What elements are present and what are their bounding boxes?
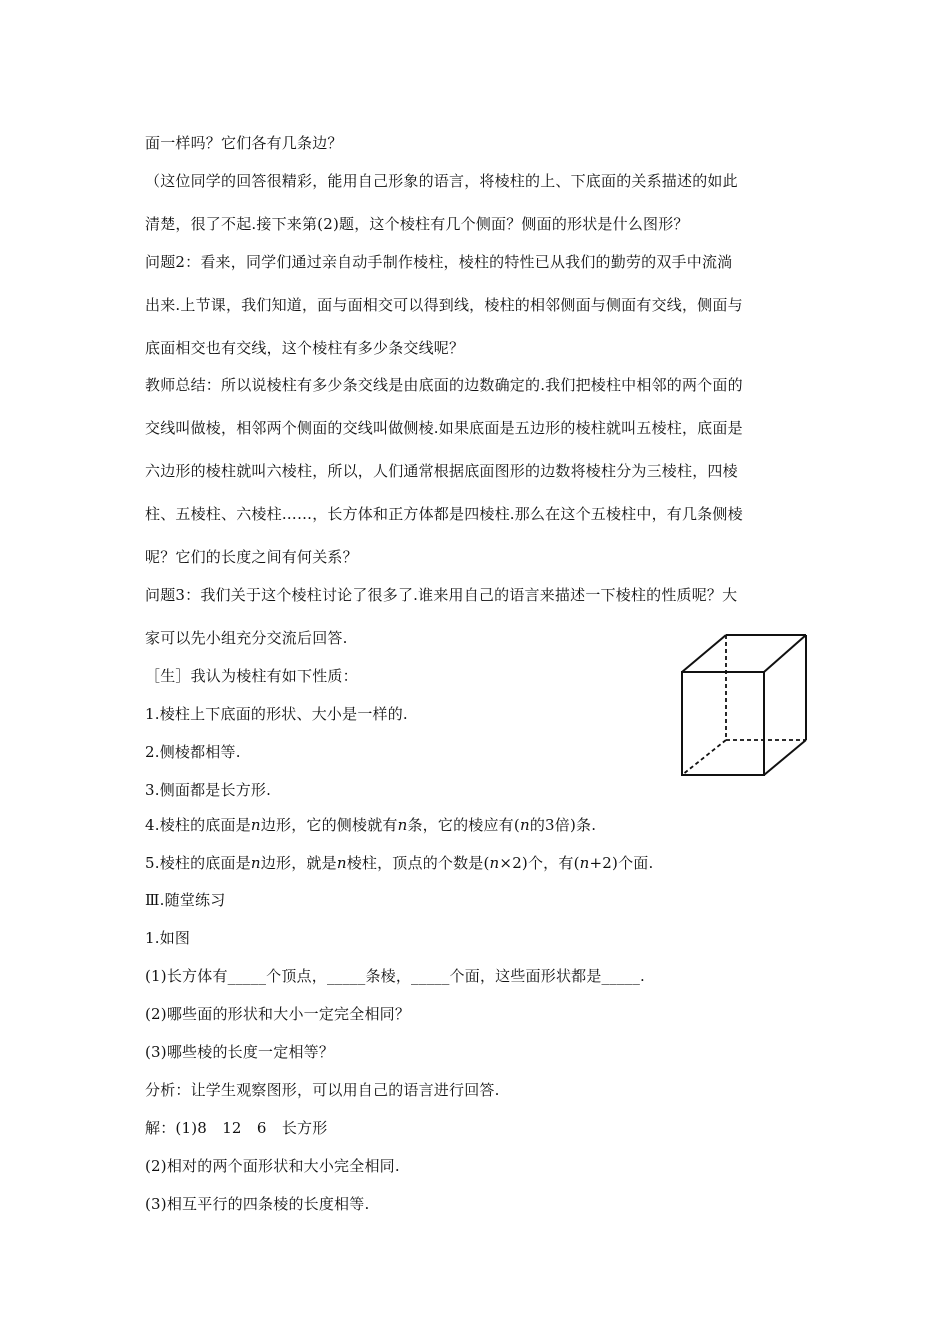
property-5: 5.棱柱的底面是n边形，就是n棱柱，顶点的个数是(n×2)个，有(n+2)个面.	[145, 854, 654, 872]
line-8: 交线叫做棱，相邻两个侧面的交线叫做侧棱.如果底面是五边形的棱柱就叫五棱柱，底面是	[145, 419, 743, 437]
line-16: 2.侧棱都相等.	[145, 743, 241, 761]
analysis: 分析：让学生观察图形，可以用自己的语言进行回答.	[145, 1081, 500, 1099]
cuboid-figure	[678, 632, 810, 777]
line-10: 柱、五棱柱、六棱柱……，长方体和正方体都是四棱柱.那么在这个五棱柱中，有几条侧棱	[145, 505, 743, 523]
section-heading: Ⅲ.随堂练习	[145, 891, 226, 909]
line-1: 面一样吗？它们各有几条边？	[145, 134, 343, 152]
line-4: 问题2：看来，同学们通过亲自动手制作棱柱，棱柱的特性已从我们的勤劳的双手中流淌	[145, 253, 733, 271]
exercise-1-q3: (3)哪些棱的长度一定相等？	[145, 1043, 335, 1061]
line-14: ［生］我认为棱柱有如下性质：	[145, 667, 358, 685]
top-right-edge	[764, 635, 806, 672]
line-13: 家可以先小组充分交流后回答.	[145, 629, 348, 647]
line-12: 问题3：我们关于这个棱柱讨论了很多了.谁来用自己的语言来描述一下棱柱的性质呢？大	[145, 586, 738, 604]
solution-1: 解：(1)8 12 6 长方形	[145, 1119, 328, 1137]
top-left-edge	[682, 635, 726, 672]
line-17: 3.侧面都是长方形.	[145, 781, 272, 799]
solution-3: (3)相互平行的四条棱的长度相等.	[145, 1195, 370, 1213]
line-6: 底面相交也有交线，这个棱柱有多少条交线呢？	[145, 339, 465, 357]
line-3: 清楚，很了不起.接下来第(2)题，这个棱柱有几个侧面？侧面的形状是什么图形？	[145, 215, 689, 233]
exercise-1-q2: (2)哪些面的形状和大小一定完全相同？	[145, 1005, 411, 1023]
property-4: 4.棱柱的底面是n边形，它的侧棱就有n条，它的棱应有(n的3倍)条.	[145, 816, 597, 834]
line-11: 呢？它们的长度之间有何关系？	[145, 548, 358, 566]
line-15: 1.棱柱上下底面的形状、大小是一样的.	[145, 705, 408, 723]
line-5: 出来.上节课，我们知道，面与面相交可以得到线，棱柱的相邻侧面与侧面有交线，侧面与	[145, 296, 743, 314]
line-7: 教师总结：所以说棱柱有多少条交线是由底面的边数确定的.我们把棱柱中相邻的两个面的	[145, 376, 743, 394]
solution-2: (2)相对的两个面形状和大小完全相同.	[145, 1157, 400, 1175]
bottom-right-edge	[764, 740, 806, 775]
exercise-1: 1.如图	[145, 929, 191, 947]
line-9: 六边形的棱柱就叫六棱柱，所以，人们通常根据底面图形的边数将棱柱分为三棱柱，四棱	[145, 462, 738, 480]
line-2: （这位同学的回答很精彩，能用自己形象的语言，将棱柱的上、下底面的关系描述的如此	[145, 172, 738, 190]
front-face	[682, 672, 764, 775]
exercise-1-q1: (1)长方体有_____个顶点，_____条棱，_____个面，这些面形状都是_____.	[145, 967, 646, 985]
hidden-bottom-left-edge	[682, 740, 726, 775]
